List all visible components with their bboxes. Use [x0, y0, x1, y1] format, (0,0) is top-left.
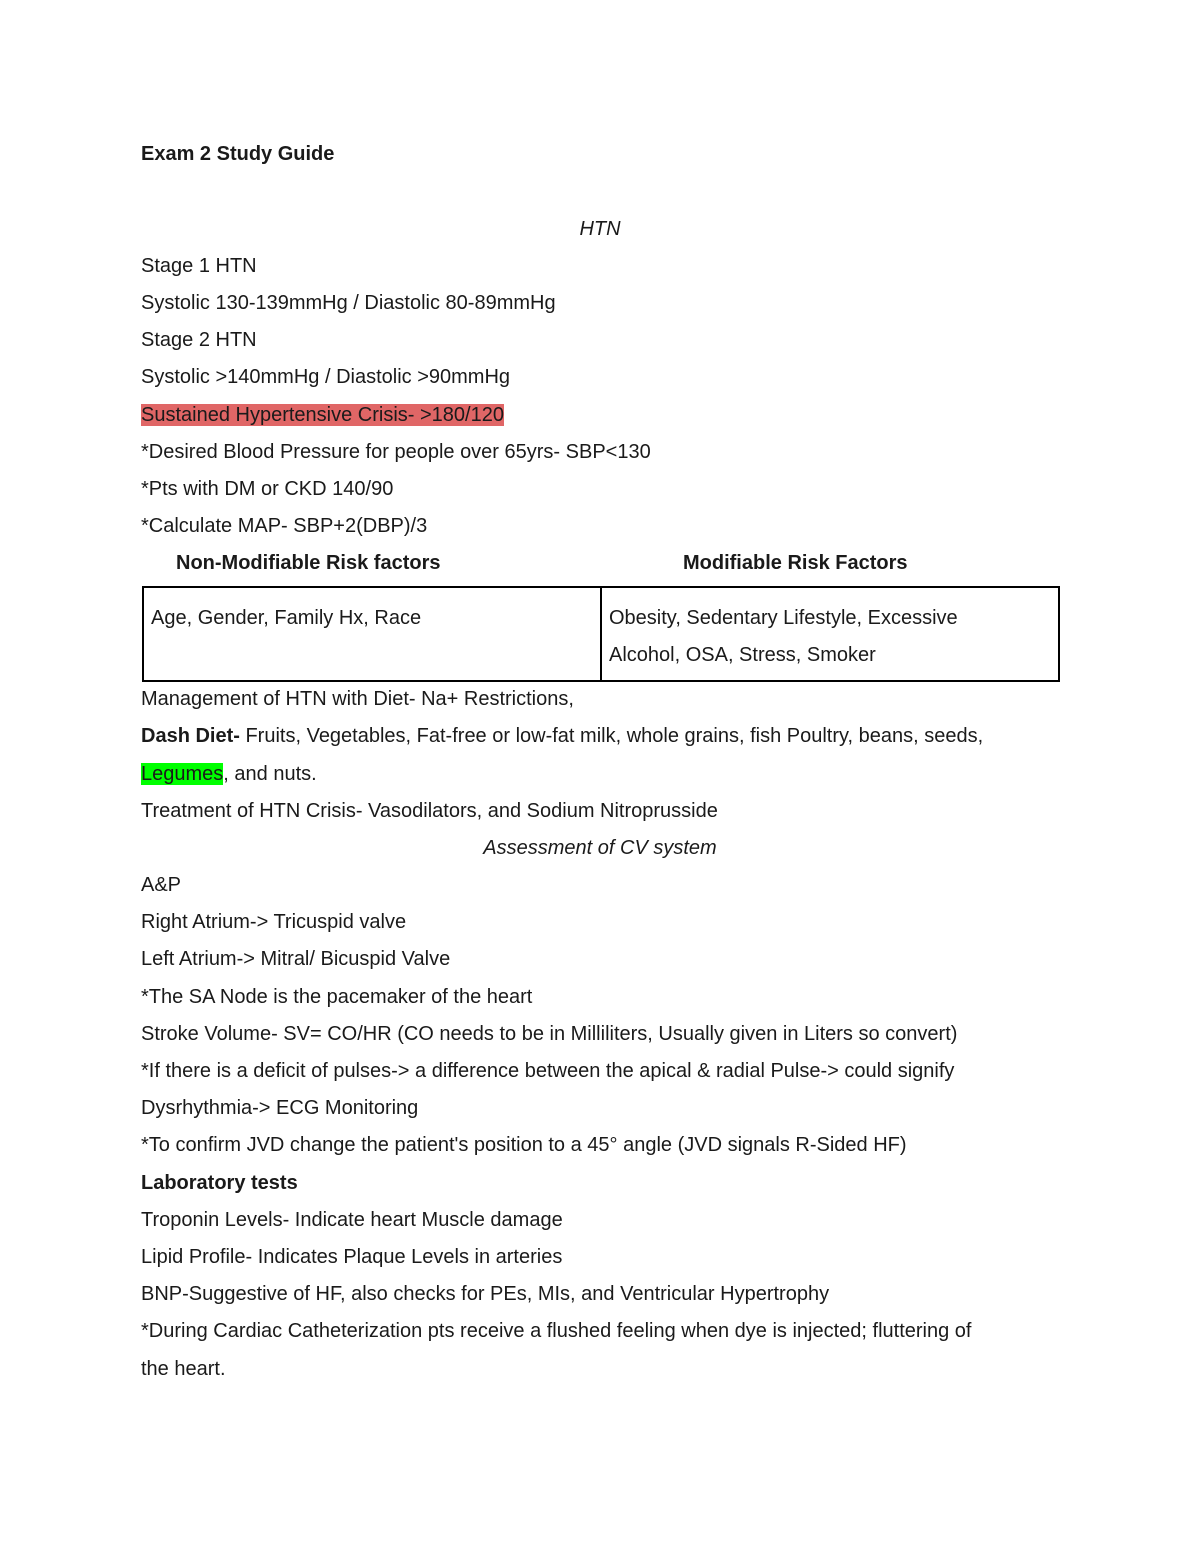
non-modifiable-header: Non-Modifiable Risk factors [176, 552, 441, 574]
modifiable-text-line: Alcohol, OSA, Stress, Smoker [609, 644, 876, 666]
text-line: Dysrhythmia-> ECG Monitoring [141, 1097, 419, 1119]
text-line: Left Atrium-> Mitral/ Bicuspid Valve [141, 948, 451, 970]
treatment-line: Treatment of HTN Crisis- Vasodilators, and Sodium Nitroprusside [141, 800, 718, 822]
text-line: Stroke Volume- SV= CO/HR (CO needs to be in Milliliters, Usually given in Liters so convert) [141, 1023, 958, 1045]
modifiable-header: Modifiable Risk Factors [683, 552, 908, 574]
crisis-highlight: Sustained Hypertensive Crisis- >180/120 [141, 404, 504, 426]
note-line: *Desired Blood Pressure for people over 65yrs- SBP<130 [141, 441, 651, 463]
text-line: A&P [141, 874, 182, 896]
legumes-line [141, 762, 317, 786]
text-line: *During Cardiac Catheterization pts receive a flushed feeling when dye is injected; fluttering of [141, 1320, 972, 1342]
text-line: *If there is a deficit of pulses-> a difference between the apical & radial Pulse-> could signify [141, 1060, 955, 1082]
non-modifiable-text: Age, Gender, Family Hx, Race [151, 607, 422, 629]
note-line: *Pts with DM or CKD 140/90 [141, 478, 394, 500]
text-line: Stage 2 HTN [141, 329, 257, 351]
dash-diet-label: Dash Diet- [141, 725, 240, 747]
note-line: *Calculate MAP- SBP+2(DBP)/3 [141, 515, 428, 537]
text-line: *To confirm JVD change the patient's position to a 45° angle (JVD signals R-Sided HF) [141, 1134, 907, 1156]
dash-diet-line [141, 724, 983, 748]
cv-heading: Assessment of CV system [483, 837, 717, 859]
labs-heading: Laboratory tests [141, 1172, 298, 1194]
legumes-highlight: Legumes [141, 763, 224, 785]
text-line: Troponin Levels- Indicate heart Muscle damage [141, 1209, 563, 1231]
modifiable-cell [602, 588, 1058, 680]
dash-diet-text: Fruits, Vegetables, Fat-free or low-fat milk, whole grains, fish Poultry, beans, seeds, [239, 725, 984, 747]
non-modifiable-cell [144, 588, 602, 680]
diet-management: Management of HTN with Diet- Na+ Restrictions, [141, 688, 574, 710]
text-line: *The SA Node is the pacemaker of the heart [141, 986, 533, 1008]
document-title: Exam 2 Study Guide [141, 143, 335, 165]
text-line: the heart. [141, 1358, 226, 1380]
text-line: Stage 1 HTN [141, 255, 257, 277]
text-line: Systolic >140mmHg / Diastolic >90mmHg [141, 366, 511, 388]
text-line: Lipid Profile- Indicates Plaque Levels in arteries [141, 1246, 563, 1268]
text-line: BNP-Suggestive of HF, also checks for PEs, MIs, and Ventricular Hypertrophy [141, 1283, 830, 1305]
htn-heading: HTN [579, 218, 621, 240]
crisis-line [141, 403, 504, 427]
text-line: Right Atrium-> Tricuspid valve [141, 911, 407, 933]
risk-factors-table [142, 586, 1060, 682]
and-nuts-text: , and nuts. [223, 763, 317, 785]
modifiable-text-line: Obesity, Sedentary Lifestyle, Excessive [609, 607, 958, 629]
text-line: Systolic 130-139mmHg / Diastolic 80-89mmHg [141, 292, 556, 314]
